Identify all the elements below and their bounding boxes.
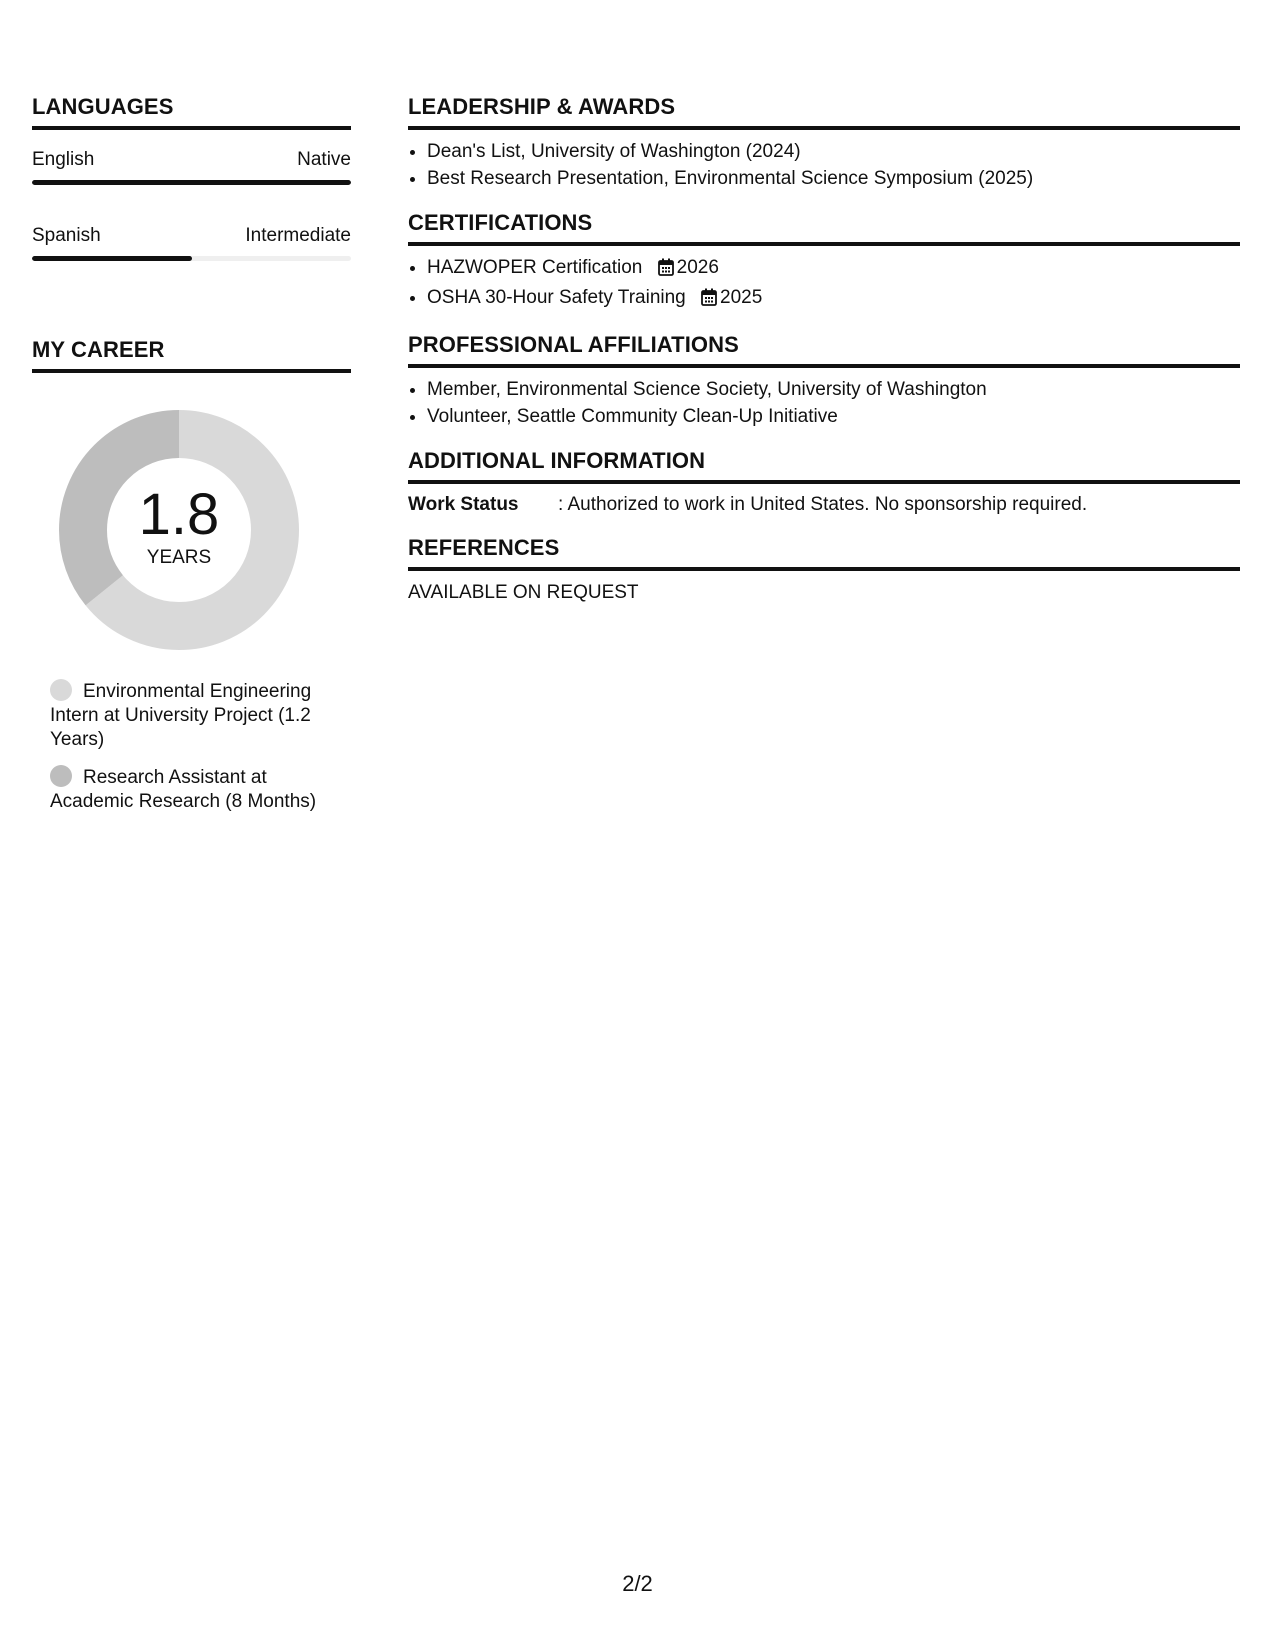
certifications-heading: CERTIFICATIONS: [408, 210, 1240, 246]
calendar-icon: [658, 257, 674, 284]
career-total-value: 1.8: [138, 482, 220, 547]
career-legend-item: [50, 765, 330, 814]
references-text: AVAILABLE ON REQUEST: [408, 582, 639, 603]
references-section: [408, 535, 1240, 605]
work-status-value: : Authorized to work in United States. No sponsorship required.: [558, 494, 1088, 515]
list-item: • Member, Environmental Science Society, University of Washington: [427, 376, 1240, 403]
affiliations-section: [408, 332, 1240, 430]
career-legend-item: [50, 679, 330, 752]
list-item: [427, 254, 1240, 284]
legend-label: Research Assistant at Academic Research (8 Months): [50, 767, 317, 812]
leadership-section: [408, 94, 1240, 192]
language-proficiency-fill: [32, 180, 351, 185]
language-level: Native: [297, 149, 351, 170]
career-heading: MY CAREER: [32, 337, 351, 373]
certification-name: OSHA 30-Hour Safety Training: [427, 287, 686, 308]
references-heading: REFERENCES: [408, 535, 1240, 571]
language-proficiency-bar: [32, 256, 351, 261]
calendar-icon: [701, 287, 717, 314]
list-item: [427, 284, 1240, 314]
certifications-list: [408, 254, 1240, 314]
legend-label: Environmental Engineering Intern at University Project (1.2 Years): [50, 681, 312, 750]
legend-dot: [50, 679, 72, 701]
work-status-row: [408, 493, 1240, 517]
affiliations-list: [408, 376, 1240, 430]
career-legend: [50, 679, 330, 814]
languages-section: [32, 94, 351, 261]
certifications-section: [408, 210, 1240, 314]
leadership-heading: LEADERSHIP & AWARDS: [408, 94, 1240, 130]
additional-info-section: [408, 448, 1240, 517]
legend-dot: [50, 765, 72, 787]
left-column: [32, 94, 351, 827]
page-number: 2/2: [622, 1571, 653, 1596]
language-item: [32, 225, 351, 261]
language-name: English: [32, 149, 95, 170]
leadership-list: [408, 138, 1240, 192]
affiliations-heading: PROFESSIONAL AFFILIATIONS: [408, 332, 1240, 368]
list-item: • Volunteer, Seattle Community Clean-Up Initiative: [427, 403, 1240, 430]
language-level: Intermediate: [245, 225, 351, 246]
work-status-label: Work Status: [408, 494, 519, 515]
career-donut-chart: [56, 407, 302, 653]
languages-heading: LANGUAGES: [32, 94, 351, 130]
language-proficiency-bar: [32, 180, 351, 185]
certification-year: 2026: [676, 257, 719, 278]
language-item: [32, 149, 351, 185]
certification-year: 2025: [720, 287, 763, 308]
list-item: • Dean's List, University of Washington (2024): [427, 138, 1240, 165]
language-name: Spanish: [32, 225, 101, 246]
language-proficiency-fill: [32, 256, 192, 261]
career-section: [32, 337, 351, 814]
additional-info-heading: ADDITIONAL INFORMATION: [408, 448, 1240, 484]
certification-name: HAZWOPER Certification: [427, 257, 643, 278]
career-total-unit: YEARS: [146, 547, 212, 568]
right-column: [408, 94, 1240, 623]
list-item: • Best Research Presentation, Environmental Science Symposium (2025): [427, 165, 1240, 192]
